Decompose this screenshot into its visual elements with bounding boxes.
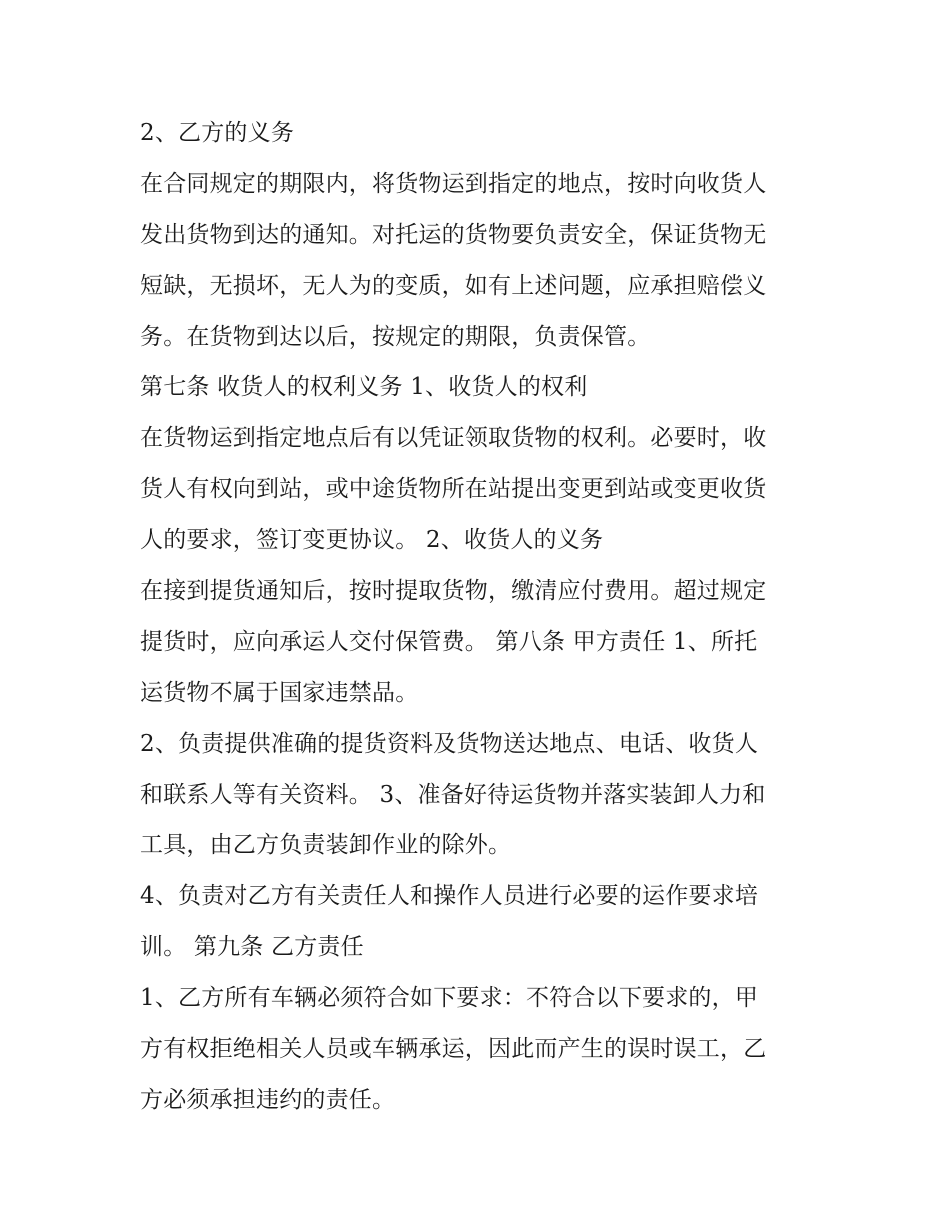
text-line: 短缺，无损坏，无人为的变质，如有上述问题，应承担赔偿义 — [140, 272, 767, 299]
text-line: 方有权拒绝相关人员或车辆承运，因此而产生的误时误工，乙 — [140, 1036, 767, 1063]
text-line: 在货物运到指定地点后有以凭证领取货物的权利。必要时，收 — [140, 425, 767, 452]
text-line: 第七条 收货人的权利义务 1、收货人的权利 — [140, 374, 588, 401]
text-line: 2、负责提供准确的提货资料及货物送达地点、电话、收货人 — [140, 730, 759, 757]
text-line: 货人有权向到站，或中途货物所在站提出变更到站或变更收货 — [140, 476, 767, 503]
text-line: 在接到提货通知后，按时提取货物，缴清应付费用。超过规定 — [140, 578, 767, 605]
text-line: 1、乙方所有车辆必须符合如下要求：不符合以下要求的，甲 — [140, 985, 759, 1012]
text-line: 和联系人等有关资料。 3、准备好待运货物并落实装卸人力和 — [140, 781, 766, 808]
text-line: 务。在货物到达以后，按规定的期限，负责保管。 — [140, 323, 651, 350]
text-line: 方必须承担违约的责任。 — [140, 1086, 396, 1113]
text-line: 提货时，应向承运人交付保管费。 第八条 甲方责任 1、所托 — [140, 628, 758, 655]
document-body — [140, 108, 820, 1126]
text-line: 工具，由乙方负责装卸作业的除外。 — [140, 832, 512, 859]
text-line: 训。 第九条 乙方责任 — [140, 934, 364, 961]
text-line: 4、负责对乙方有关责任人和操作人员进行必要的运作要求培 — [140, 883, 759, 910]
text-line: 发出货物到达的通知。对托运的货物要负责安全，保证货物无 — [140, 221, 767, 248]
text-line: 在合同规定的期限内，将货物运到指定的地点，按时向收货人 — [140, 170, 767, 197]
text-line: 人的要求，签订变更协议。 2、收货人的义务 — [140, 527, 604, 554]
text-line: 2、乙方的义务 — [140, 120, 295, 146]
text-line: 运货物不属于国家违禁品。 — [140, 679, 419, 706]
